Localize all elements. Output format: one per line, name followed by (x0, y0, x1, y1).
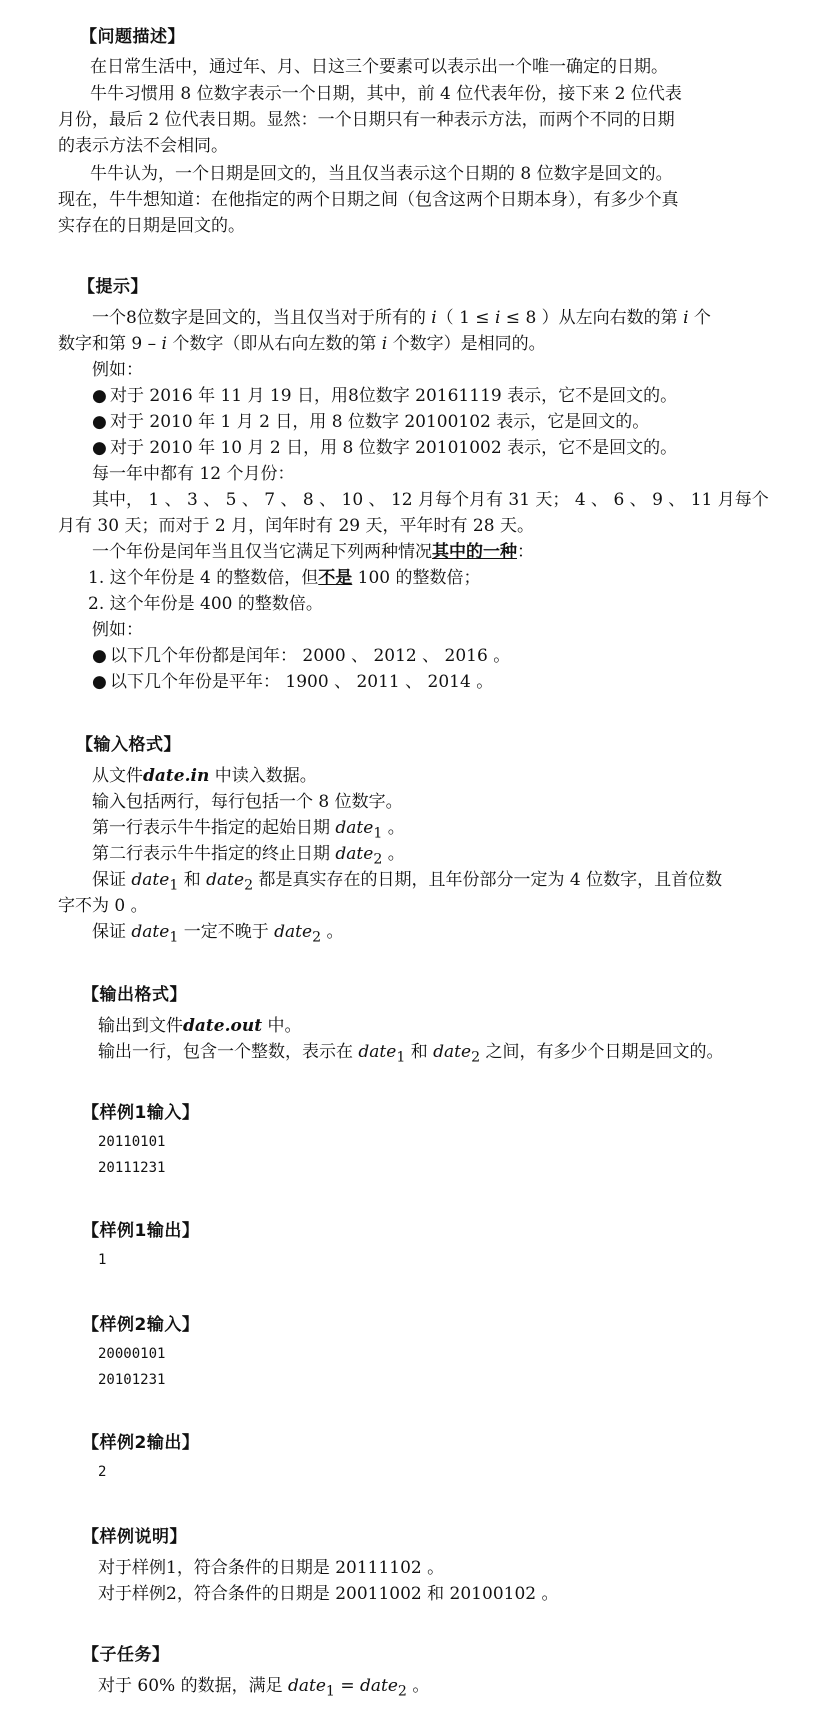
section-title-sample1-output: 【样例1输出】 (82, 1221, 200, 1241)
sample1-input-line: 20110101 (98, 1134, 166, 1150)
input-guarantee-line-2: 字不为 0 。 (58, 896, 148, 916)
section-title-subtask: 【子任务】 (82, 1645, 170, 1665)
output-description-line: 输出一行，包含一个整数，表示在 date$_1$ 和 date$_2$ 之间，有多少个日期是回文的。 (98, 1042, 724, 1066)
input-file-line: 从文件date.in 中读入数据。 (92, 766, 317, 786)
hint-leap-condition-1: 1. 这个年份是 4 的整数倍，但不是 100 的整数倍； (88, 568, 481, 588)
bullet-icon: ● (92, 412, 107, 432)
input-second-line-desc: 第二行表示牛牛指定的终止日期 date$_2$ 。 (92, 844, 405, 868)
problem-paragraph-2: 牛牛习惯用 8 位数字表示一个日期，其中，前 4 位代表年份，接下来 2 位代表月份，最后 2 位代表日期。显然：一个日期只有一种表示方法，而两个不同的日期的表示方法不会相同。 (58, 84, 682, 156)
hint-common-years-bullet: ● 以下几个年份是平年： 1900 、 2011 、 2014 。 (92, 672, 494, 692)
hint-months-line-2: 月有 30 天；而对于 2 月，闰年时有 29 天，平年时有 28 天。 (58, 516, 534, 536)
explanation-line: 对于样例1，符合条件的日期是 20111102 。 (98, 1558, 445, 1578)
section-title-sample2-input: 【样例2输入】 (82, 1315, 200, 1335)
problem-paragraph-3: 牛牛认为，一个日期是回文的，当且仅当表示这个日期的 8 位数字是回文的。现在，牛牛想知道：在他指定的两个日期之间（包含这两个日期本身），有多少个真实存在的日期是回文的。 (58, 164, 679, 236)
hint-months-line-1: 其中， 1 、 3 、 5 、 7 、 8 、 10 、 12 月每个月有 31 天； 4 、 6 、 9 、 11 月每个 (92, 490, 769, 510)
section-title-output: 【输出格式】 (82, 985, 187, 1005)
input-description-line: 输入包括两行，每行包括一个 8 位数字。 (92, 792, 403, 812)
output-file-line: 输出到文件date.out 中。 (98, 1016, 302, 1036)
bullet-icon: ● (92, 646, 107, 666)
hint-leap-condition-2: 2. 这个年份是 400 的整数倍。 (88, 594, 323, 614)
hint-example-bullet: ● 对于 2016 年 11 月 19 日，用8位数字 20161119 表示，它不是回文的。 (92, 386, 678, 406)
hint-palindrome-definition-line-1: 一个8位数字是回文的，当且仅当对于所有的 i（ 1 ≤ i ≤ 8 ）从左向右数的第 i 个 (92, 308, 711, 328)
hint-example-label-2: 例如： (92, 620, 143, 640)
hint-months-intro: 每一年中都有 12 个月份： (92, 464, 295, 484)
sample1-input-line: 20111231 (98, 1160, 166, 1176)
input-first-line-desc: 第一行表示牛牛指定的起始日期 date$_1$ 。 (92, 818, 405, 842)
section-title-sample2-output: 【样例2输出】 (82, 1433, 200, 1453)
explanation-line: 对于样例2，符合条件的日期是 20011002 和 20100102 。 (98, 1584, 559, 1604)
section-title-problem: 【问题描述】 (80, 27, 185, 47)
hint-example-bullet: ● 对于 2010 年 10 月 2 日，用 8 位数字 20101002 表示，它不是回文的。 (92, 438, 678, 458)
section-title-input: 【输入格式】 (76, 735, 181, 755)
section-title-hint: 【提示】 (78, 277, 148, 297)
section-title-sample1-input: 【样例1输入】 (82, 1103, 200, 1123)
sample1-output-line: 1 (98, 1252, 107, 1268)
bullet-icon: ● (92, 386, 107, 406)
sample2-input-line: 20000101 (98, 1346, 166, 1362)
hint-palindrome-definition-line-2: 数字和第 9 – i 个数字（即从右向左数的第 i 个数字）是相同的。 (58, 334, 546, 354)
bullet-icon: ● (92, 438, 107, 458)
sample2-input-line: 20101231 (98, 1372, 166, 1388)
section-title-sample-explanation: 【样例说明】 (82, 1527, 187, 1547)
bullet-icon: ● (92, 672, 107, 692)
problem-paragraph-1: 在日常生活中，通过年、月、日这三个要素可以表示出一个唯一确定的日期。 (90, 57, 668, 77)
input-guarantee-order: 保证 date$_1$ 一定不晚于 date$_2$ 。 (92, 922, 344, 946)
hint-example-bullet: ● 对于 2010 年 1 月 2 日，用 8 位数字 20100102 表示，它是回文的。 (92, 412, 650, 432)
hint-leap-year-rule: 一个年份是闰年当且仅当它满足下列两种情况其中的一种： (92, 542, 534, 562)
hint-example-label: 例如： (92, 360, 143, 380)
sample2-output-line: 2 (98, 1464, 107, 1480)
hint-leap-years-bullet: ● 以下几个年份都是闰年： 2000 、 2012 、 2016 。 (92, 646, 511, 666)
input-guarantee-line-1: 保证 date$_1$ 和 date$_2$ 都是真实存在的日期，且年份部分一定为 4 位数字，且首位数 (92, 870, 723, 894)
subtask-line: 对于 60% 的数据，满足 date$_1$ = date$_2$ 。 (98, 1676, 430, 1700)
